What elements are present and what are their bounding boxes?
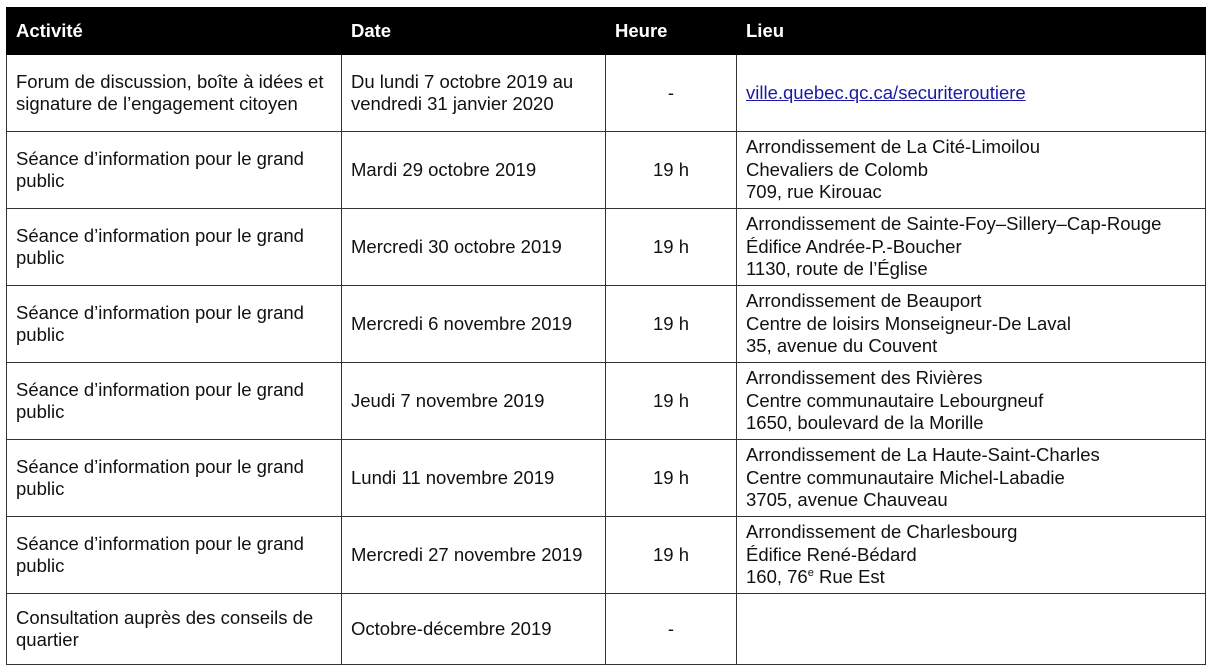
cell-activite: Séance d’information pour le grand public [7,209,342,286]
cell-activite: Séance d’information pour le grand public [7,440,342,517]
schedule-table-container [6,7,1205,665]
lieu-address: 1130, route de l’Église [746,258,928,280]
cell-heure: - [606,594,737,665]
cell-lieu-empty [737,594,1206,665]
lieu-arrondissement: Arrondissement de Beauport [746,290,982,312]
cell-lieu [737,440,1206,517]
table-row [7,132,1206,209]
cell-heure: 19 h [606,286,737,363]
lieu-arrondissement: Arrondissement de Sainte-Foy–Sillery–Cap-Rouge [746,213,1162,235]
table-row [7,55,1206,132]
cell-activite: Séance d’information pour le grand public [7,132,342,209]
lieu-arrondissement: Arrondissement des Rivières [746,367,983,389]
header-heure: Heure [606,8,737,55]
cell-date: Octobre-décembre 2019 [342,594,606,665]
lieu-venue: Édifice Andrée-P.-Boucher [746,235,962,257]
header-activite: Activité [7,8,342,55]
lieu-address: 709, rue Kirouac [746,181,882,203]
cell-heure: - [606,55,737,132]
cell-activite: Consultation auprès des conseils de quartier [7,594,342,665]
cell-activite: Forum de discussion, boîte à idées et signature de l’engagement citoyen [7,55,342,132]
lieu-address: 3705, avenue Chauveau [746,489,948,511]
schedule-table [6,7,1206,665]
cell-date: Du lundi 7 octobre 2019 au vendredi 31 janvier 2020 [342,55,606,132]
lieu-venue: Chevaliers de Colomb [746,158,929,180]
lieu-arrondissement: Arrondissement de La Haute-Saint-Charles [746,444,1100,466]
lieu-venue: Centre de loisirs Monseigneur-De Laval [746,312,1071,334]
table-row [7,363,1206,440]
cell-heure: 19 h [606,132,737,209]
ordinal-superscript: e [807,567,814,580]
cell-heure: 19 h [606,363,737,440]
cell-date: Mercredi 6 novembre 2019 [342,286,606,363]
cell-date: Lundi 11 novembre 2019 [342,440,606,517]
cell-heure: 19 h [606,209,737,286]
cell-lieu [737,286,1206,363]
cell-lieu [737,209,1206,286]
cell-activite: Séance d’information pour le grand public [7,363,342,440]
lieu-address [746,566,1196,589]
cell-lieu [737,517,1206,594]
table-header-row [7,8,1206,55]
lieu-address: 35, avenue du Couvent [746,335,938,357]
cell-date: Mercredi 30 octobre 2019 [342,209,606,286]
cell-date: Mardi 29 octobre 2019 [342,132,606,209]
header-date: Date [342,8,606,55]
lieu-address-rest: Rue Est [813,566,885,588]
table-row [7,209,1206,286]
cell-heure: 19 h [606,440,737,517]
lieu-arrondissement: Arrondissement de Charlesbourg [746,521,1018,543]
table-row [7,440,1206,517]
cell-lieu [737,55,1206,132]
table-row [7,517,1206,594]
header-lieu: Lieu [737,8,1206,55]
lieu-venue: Édifice René-Bédard [746,543,917,565]
cell-activite: Séance d’information pour le grand public [7,286,342,363]
cell-date: Mercredi 27 novembre 2019 [342,517,606,594]
lieu-address: 1650, boulevard de la Morille [746,412,984,434]
cell-lieu [737,363,1206,440]
cell-date: Jeudi 7 novembre 2019 [342,363,606,440]
lieu-address-number: 160, 76 [746,566,808,588]
table-row [7,286,1206,363]
securite-routiere-link[interactable]: ville.quebec.qc.ca/securiteroutiere [746,81,1026,103]
cell-activite: Séance d’information pour le grand public [7,517,342,594]
cell-lieu [737,132,1206,209]
lieu-venue: Centre communautaire Lebourgneuf [746,389,1044,411]
lieu-arrondissement: Arrondissement de La Cité-Limoilou [746,136,1041,158]
table-row [7,594,1206,665]
lieu-venue: Centre communautaire Michel-Labadie [746,466,1065,488]
cell-heure: 19 h [606,517,737,594]
